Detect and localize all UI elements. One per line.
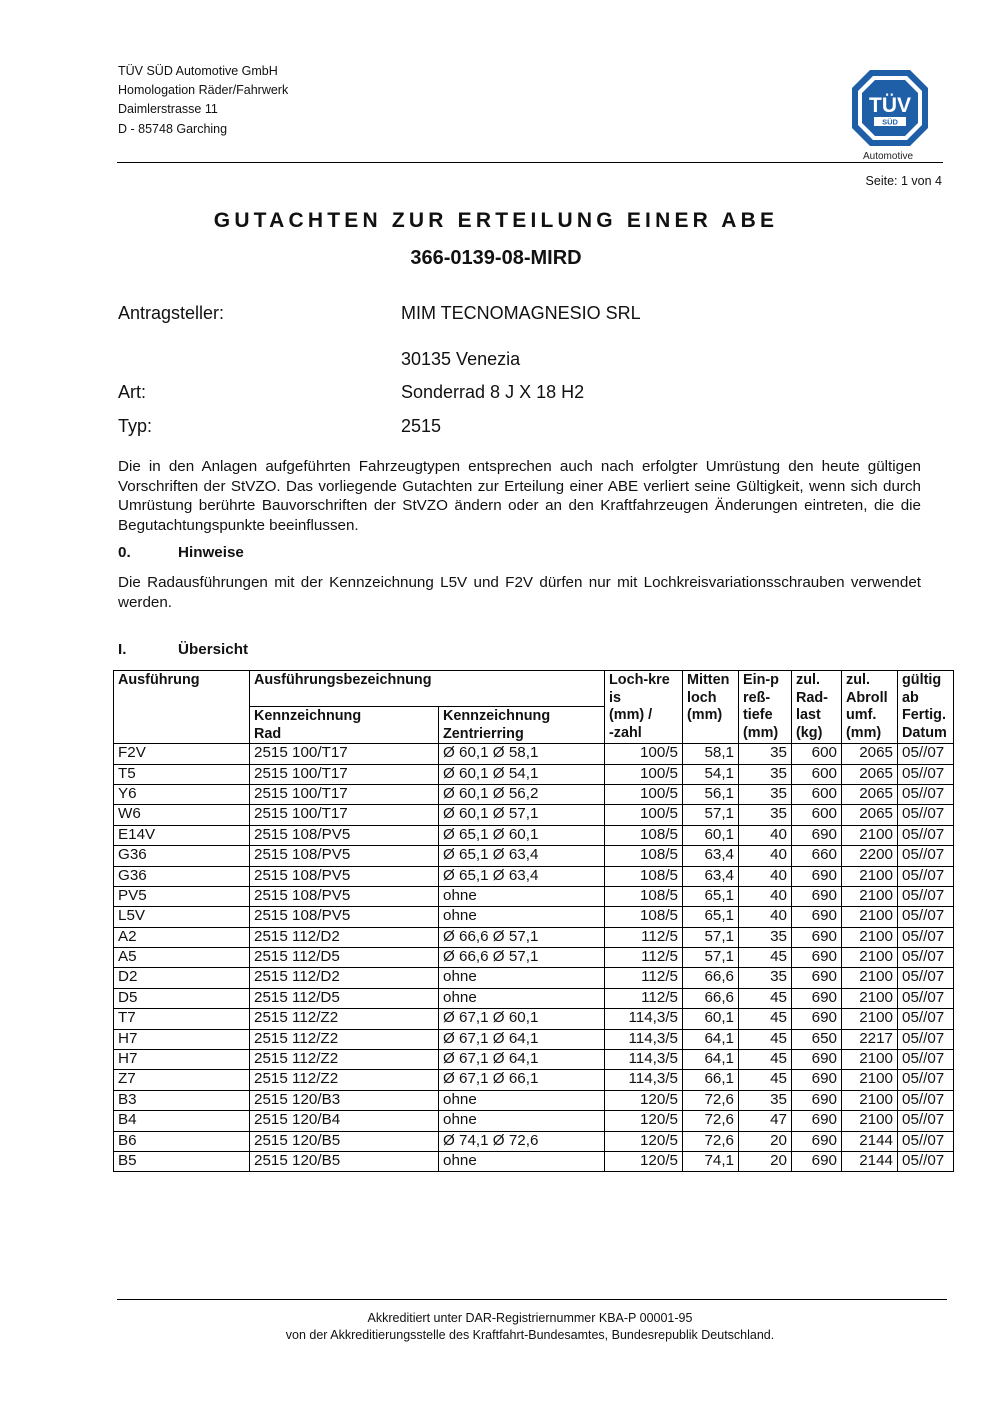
applicant-city: 30135 Venezia xyxy=(401,349,521,369)
table-cell: B5 xyxy=(114,1152,250,1172)
section-number: 0. xyxy=(118,544,131,561)
section-title: Hinweise xyxy=(178,544,244,561)
table-cell: Ø 60,1 Ø 54,1 xyxy=(439,764,605,784)
table-cell: 2515 120/B5 xyxy=(250,1131,439,1151)
table-cell: 2515 108/PV5 xyxy=(250,846,439,866)
section-number: I. xyxy=(118,641,127,658)
table-cell: G36 xyxy=(114,866,250,886)
table-cell: 2100 xyxy=(842,1070,898,1090)
table-cell: 66,1 xyxy=(683,1070,739,1090)
table-cell: 108/5 xyxy=(605,907,683,927)
table-cell: 2144 xyxy=(842,1152,898,1172)
table-row xyxy=(114,927,954,947)
table-cell: 58,1 xyxy=(683,744,739,764)
table-cell: 57,1 xyxy=(683,948,739,968)
table-cell: 2100 xyxy=(842,1009,898,1029)
table-cell: 108/5 xyxy=(605,866,683,886)
table-cell: 05//07 xyxy=(898,907,954,927)
table-cell: 2065 xyxy=(842,784,898,804)
table-cell: 690 xyxy=(792,948,842,968)
table-cell: 2100 xyxy=(842,1111,898,1131)
table-cell: 2144 xyxy=(842,1131,898,1151)
table-cell: Ø 66,6 Ø 57,1 xyxy=(439,948,605,968)
table-cell: 05//07 xyxy=(898,1152,954,1172)
table-row xyxy=(114,825,954,845)
table-cell: 05//07 xyxy=(898,846,954,866)
table-cell: B6 xyxy=(114,1131,250,1151)
address-line: TÜV SÜD Automotive GmbH xyxy=(118,64,278,78)
table-cell: 2065 xyxy=(842,744,898,764)
table-cell: 690 xyxy=(792,1131,842,1151)
table-cell: ohne xyxy=(439,988,605,1008)
footer-line: von der Akkreditierungsstelle des Kraftfahrt-Bundesamtes, Bundesrepublik Deutschland. xyxy=(285,1327,775,1342)
footer xyxy=(0,1310,992,1343)
table-cell: 2515 108/PV5 xyxy=(250,907,439,927)
table-row xyxy=(114,866,954,886)
table-cell: 2065 xyxy=(842,805,898,825)
table-cell: 114,3/5 xyxy=(605,1050,683,1070)
table-cell: 2515 120/B4 xyxy=(250,1111,439,1131)
table-cell: 2515 112/D5 xyxy=(250,988,439,1008)
address-line: Daimlerstrasse 11 xyxy=(118,102,218,117)
table-row xyxy=(114,744,954,764)
table-cell: 05//07 xyxy=(898,825,954,845)
model-value: 2515 xyxy=(401,416,442,436)
table-cell: 35 xyxy=(739,784,792,804)
overview-table-body xyxy=(114,744,954,1172)
table-row xyxy=(114,886,954,906)
header-einpresstiefe: Ein-p reß- tiefe (mm) xyxy=(739,671,792,744)
table-row xyxy=(114,1070,954,1090)
table-cell: 60,1 xyxy=(683,1009,739,1029)
table-cell: Ø 66,6 Ø 57,1 xyxy=(439,927,605,947)
table-cell: 35 xyxy=(739,805,792,825)
section-heading-hinweise xyxy=(118,544,244,561)
table-cell: 690 xyxy=(792,1070,842,1090)
table-cell: 100/5 xyxy=(605,784,683,804)
table-cell: 05//07 xyxy=(898,1050,954,1070)
header-lochkreis: Loch-kre is (mm) / -zahl xyxy=(605,671,683,744)
table-cell: 2065 xyxy=(842,764,898,784)
table-row xyxy=(114,1111,954,1131)
table-cell: 600 xyxy=(792,744,842,764)
table-cell: 35 xyxy=(739,968,792,988)
header-kennzeichnung-rad: Kennzeichnung Rad xyxy=(250,707,439,744)
table-cell: 2515 120/B5 xyxy=(250,1152,439,1172)
table-cell: 05//07 xyxy=(898,886,954,906)
table-cell: 35 xyxy=(739,744,792,764)
table-cell: ohne xyxy=(439,907,605,927)
logo-subtext: SÜD xyxy=(882,117,898,127)
table-row xyxy=(114,805,954,825)
table-cell: 2515 112/Z2 xyxy=(250,1029,439,1049)
table-cell: 690 xyxy=(792,927,842,947)
table-cell: Ø 67,1 Ø 66,1 xyxy=(439,1070,605,1090)
section-title: Übersicht xyxy=(178,641,249,658)
table-cell: 72,6 xyxy=(683,1131,739,1151)
table-cell: 05//07 xyxy=(898,764,954,784)
table-cell: 2515 112/Z2 xyxy=(250,1009,439,1029)
table-row xyxy=(114,1050,954,1070)
table-cell: 56,1 xyxy=(683,784,739,804)
header-gueltig: gültig ab Fertig. Datum xyxy=(898,671,954,744)
table-cell: 112/5 xyxy=(605,948,683,968)
table-cell: 120/5 xyxy=(605,1152,683,1172)
tuev-sued-logo xyxy=(848,66,932,166)
document-number: 366-0139-08-MIRD xyxy=(410,247,582,269)
table-cell: 2100 xyxy=(842,968,898,988)
header-mittenloch: Mitten loch (mm) xyxy=(683,671,739,744)
intro-paragraph: Die in den Anlagen aufgeführten Fahrzeugtypen entsprechen auch nach erfolgter Umrüstung den heute gültigen Vorschriften der StVZO. Das vorliegende Gutachten zur Erteilung einer ABE verliert seine Gültigkeit, wenn sich durch Umrüstung berührte Bauvorschriften der StVZO ändern oder an den Kraftfahrzeugen Änderungen eintreten, die die Begutachtungspunkte beeinflussen. xyxy=(118,458,921,534)
footer-line: Akkreditiert unter DAR-Registriernummer KBA-P 00001-95 xyxy=(367,1311,693,1325)
table-cell: 2217 xyxy=(842,1029,898,1049)
table-cell: 690 xyxy=(792,988,842,1008)
section-heading-uebersicht xyxy=(118,641,248,658)
table-cell: 690 xyxy=(792,1050,842,1070)
table-cell: 57,1 xyxy=(683,927,739,947)
table-cell: 40 xyxy=(739,825,792,845)
address-line: Homologation Räder/Fahrwerk xyxy=(118,83,289,98)
logo-caption: Automotive xyxy=(862,151,914,162)
table-cell: E14V xyxy=(114,825,250,845)
table-cell: 65,1 xyxy=(683,886,739,906)
table-cell: 2100 xyxy=(842,866,898,886)
table-cell: 40 xyxy=(739,866,792,886)
table-cell: 2100 xyxy=(842,1090,898,1110)
address-line: D - 85748 Garching xyxy=(118,121,228,136)
table-row xyxy=(114,846,954,866)
table-cell: 2515 112/Z2 xyxy=(250,1070,439,1090)
table-row xyxy=(114,1152,954,1172)
table-row xyxy=(114,988,954,1008)
table-cell: 600 xyxy=(792,764,842,784)
header-kennzeichnung-zentrierring: Kennzeichnung Zentrierring xyxy=(439,707,605,744)
table-cell: 05//07 xyxy=(898,1029,954,1049)
table-row xyxy=(114,1029,954,1049)
table-cell: 35 xyxy=(739,764,792,784)
table-cell: 2515 108/PV5 xyxy=(250,825,439,845)
table-cell: 05//07 xyxy=(898,1009,954,1029)
table-cell: Ø 65,1 Ø 63,4 xyxy=(439,866,605,886)
table-cell: 2515 112/Z2 xyxy=(250,1050,439,1070)
table-cell: Z7 xyxy=(114,1070,250,1090)
table-cell: 35 xyxy=(739,927,792,947)
table-cell: A5 xyxy=(114,948,250,968)
table-cell: Ø 60,1 Ø 57,1 xyxy=(439,805,605,825)
footer-divider xyxy=(117,1299,947,1300)
table-row xyxy=(114,764,954,784)
table-cell: Ø 67,1 Ø 64,1 xyxy=(439,1029,605,1049)
table-cell: 05//07 xyxy=(898,927,954,947)
table-cell: 05//07 xyxy=(898,1111,954,1131)
table-cell: 108/5 xyxy=(605,886,683,906)
table-cell: 60,1 xyxy=(683,825,739,845)
table-cell: 72,6 xyxy=(683,1090,739,1110)
table-cell: 2100 xyxy=(842,1050,898,1070)
table-cell: 65,1 xyxy=(683,907,739,927)
table-cell: 64,1 xyxy=(683,1029,739,1049)
table-cell: 2515 112/D2 xyxy=(250,968,439,988)
table-cell: 2100 xyxy=(842,988,898,1008)
table-cell: 2515 108/PV5 xyxy=(250,866,439,886)
table-cell: ohne xyxy=(439,968,605,988)
table-cell: 20 xyxy=(739,1152,792,1172)
logo-text: TÜV xyxy=(869,94,911,117)
table-cell: 100/5 xyxy=(605,744,683,764)
table-cell: 2515 120/B3 xyxy=(250,1090,439,1110)
table-cell: 2100 xyxy=(842,927,898,947)
table-cell: H7 xyxy=(114,1029,250,1049)
table-cell: A2 xyxy=(114,927,250,947)
table-cell: 114,3/5 xyxy=(605,1009,683,1029)
table-cell: L5V xyxy=(114,907,250,927)
table-cell: 2100 xyxy=(842,886,898,906)
table-cell: Ø 67,1 Ø 64,1 xyxy=(439,1050,605,1070)
table-cell: 112/5 xyxy=(605,988,683,1008)
table-cell: 20 xyxy=(739,1131,792,1151)
table-cell: 120/5 xyxy=(605,1090,683,1110)
table-cell: Ø 60,1 Ø 56,2 xyxy=(439,784,605,804)
table-cell: 45 xyxy=(739,1029,792,1049)
table-cell: 2515 112/D2 xyxy=(250,927,439,947)
table-cell: D5 xyxy=(114,988,250,1008)
table-cell: 2515 100/T17 xyxy=(250,764,439,784)
table-cell: 2100 xyxy=(842,907,898,927)
table-cell: Ø 60,1 Ø 58,1 xyxy=(439,744,605,764)
table-cell: Ø 67,1 Ø 60,1 xyxy=(439,1009,605,1029)
table-cell: 40 xyxy=(739,886,792,906)
table-cell: ohne xyxy=(439,1090,605,1110)
table-cell: 63,4 xyxy=(683,846,739,866)
model-label: Typ: xyxy=(118,416,153,436)
table-cell: D2 xyxy=(114,968,250,988)
table-cell: 05//07 xyxy=(898,1070,954,1090)
table-cell: 63,4 xyxy=(683,866,739,886)
table-cell: 05//07 xyxy=(898,784,954,804)
table-cell: H7 xyxy=(114,1050,250,1070)
table-cell: 690 xyxy=(792,907,842,927)
table-cell: 690 xyxy=(792,1009,842,1029)
table-cell: 114,3/5 xyxy=(605,1029,683,1049)
document-title: GUTACHTEN ZUR ERTEILUNG EINER ABE xyxy=(213,209,779,232)
table-cell: 650 xyxy=(792,1029,842,1049)
table-cell: 114,3/5 xyxy=(605,1070,683,1090)
table-row xyxy=(114,1009,954,1029)
table-cell: Ø 65,1 Ø 60,1 xyxy=(439,825,605,845)
table-cell: 05//07 xyxy=(898,805,954,825)
table-cell: 120/5 xyxy=(605,1111,683,1131)
table-cell: 2100 xyxy=(842,825,898,845)
table-row xyxy=(114,948,954,968)
header-bezeichnung: Ausführungsbezeichnung xyxy=(250,671,605,707)
hinweise-paragraph: Die Radausführungen mit der Kennzeichnung L5V und F2V dürfen nur mit Lochkreisvariationsschrauben verwendet werden. xyxy=(118,574,921,611)
table-cell: 100/5 xyxy=(605,805,683,825)
table-cell: 2515 100/T17 xyxy=(250,805,439,825)
header-ausfuehrung: Ausführung xyxy=(114,671,250,744)
table-cell: 2515 112/D5 xyxy=(250,948,439,968)
table-cell: 05//07 xyxy=(898,866,954,886)
table-cell: 45 xyxy=(739,1050,792,1070)
table-cell: 45 xyxy=(739,1070,792,1090)
header-divider xyxy=(117,162,943,163)
table-cell: 600 xyxy=(792,784,842,804)
table-cell: G36 xyxy=(114,846,250,866)
table-cell: ohne xyxy=(439,886,605,906)
table-cell: 112/5 xyxy=(605,927,683,947)
table-cell: ohne xyxy=(439,1152,605,1172)
table-cell: Ø 65,1 Ø 63,4 xyxy=(439,846,605,866)
table-cell: 66,6 xyxy=(683,968,739,988)
table-cell: 45 xyxy=(739,1009,792,1029)
table-cell: 690 xyxy=(792,825,842,845)
table-cell: 690 xyxy=(792,968,842,988)
table-cell: 600 xyxy=(792,805,842,825)
table-cell: 35 xyxy=(739,1090,792,1110)
table-cell: 690 xyxy=(792,886,842,906)
table-cell: ohne xyxy=(439,1111,605,1131)
table-cell: T5 xyxy=(114,764,250,784)
table-cell: 05//07 xyxy=(898,1131,954,1151)
applicant-label: Antragsteller: xyxy=(118,303,225,323)
table-cell: W6 xyxy=(114,805,250,825)
table-cell: 74,1 xyxy=(683,1152,739,1172)
table-cell: 2200 xyxy=(842,846,898,866)
table-cell: 47 xyxy=(739,1111,792,1131)
table-cell: Ø 74,1 Ø 72,6 xyxy=(439,1131,605,1151)
table-cell: F2V xyxy=(114,744,250,764)
table-cell: 57,1 xyxy=(683,805,739,825)
type-label: Art: xyxy=(118,382,147,402)
page-number: Seite: 1 von 4 xyxy=(865,174,942,188)
type-value: Sonderrad 8 J X 18 H2 xyxy=(401,382,585,402)
table-cell: 690 xyxy=(792,1111,842,1131)
table-cell: 40 xyxy=(739,846,792,866)
table-cell: 120/5 xyxy=(605,1131,683,1151)
table-cell: 05//07 xyxy=(898,948,954,968)
table-cell: 690 xyxy=(792,1152,842,1172)
table-cell: 2515 100/T17 xyxy=(250,744,439,764)
table-cell: 64,1 xyxy=(683,1050,739,1070)
table-cell: B3 xyxy=(114,1090,250,1110)
table-cell: 72,6 xyxy=(683,1111,739,1131)
table-cell: 45 xyxy=(739,948,792,968)
table-cell: 40 xyxy=(739,907,792,927)
table-cell: 100/5 xyxy=(605,764,683,784)
table-row xyxy=(114,907,954,927)
table-cell: 108/5 xyxy=(605,825,683,845)
table-row xyxy=(114,968,954,988)
table-cell: 05//07 xyxy=(898,968,954,988)
table-cell: 690 xyxy=(792,1090,842,1110)
table-cell: 2515 108/PV5 xyxy=(250,886,439,906)
table-cell: 660 xyxy=(792,846,842,866)
header-radlast: zul. Rad- last (kg) xyxy=(792,671,842,744)
table-cell: 05//07 xyxy=(898,1090,954,1110)
table-cell: 66,6 xyxy=(683,988,739,1008)
table-cell: 45 xyxy=(739,988,792,1008)
table-cell: 2100 xyxy=(842,948,898,968)
header-abrollumfang: zul. Abroll umf. (mm) xyxy=(842,671,898,744)
table-cell: B4 xyxy=(114,1111,250,1131)
company-address xyxy=(118,62,288,139)
table-cell: 05//07 xyxy=(898,988,954,1008)
applicant-name: MIM TECNOMAGNESIO SRL xyxy=(401,303,641,323)
table-row xyxy=(114,784,954,804)
table-row xyxy=(114,1090,954,1110)
table-cell: 108/5 xyxy=(605,846,683,866)
table-cell: 690 xyxy=(792,866,842,886)
table-row xyxy=(114,1131,954,1151)
table-cell: PV5 xyxy=(114,886,250,906)
table-cell: Y6 xyxy=(114,784,250,804)
table-cell: 54,1 xyxy=(683,764,739,784)
table-cell: T7 xyxy=(114,1009,250,1029)
overview-table xyxy=(113,670,954,1172)
table-cell: 05//07 xyxy=(898,744,954,764)
table-cell: 112/5 xyxy=(605,968,683,988)
table-cell: 2515 100/T17 xyxy=(250,784,439,804)
